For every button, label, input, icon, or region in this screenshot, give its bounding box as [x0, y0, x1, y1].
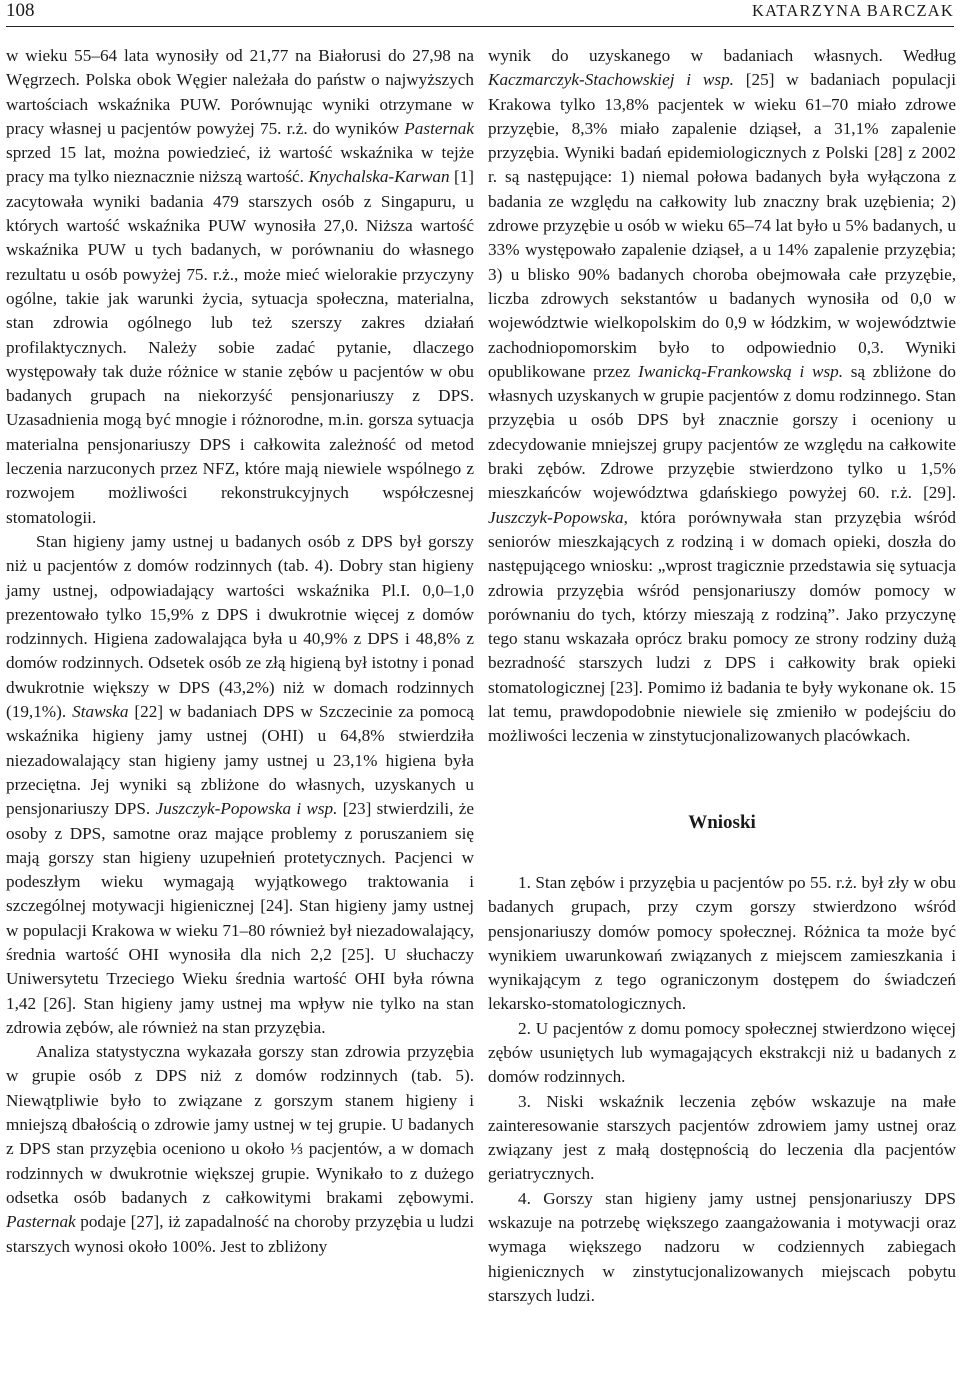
text-run: Stan higieny jamy ustnej u badanych osób z DPS był gorszy niż u pacjentów z domów rodzinnych (tab. 4). Dobry stan higieny jamy ustnej, odpowiadający wartości wskaźnika Pl.I. 0,0–1,0 prezentowało tylko 15,9% z DPS i dwukrotnie więcej z domów rodzinnych. Higiena zadowalająca była u 40,9% z DPS i 48,8% z domów rodzinnych. Odsetek osób ze złą higieną był istotny i ponad dwukrotnie większy w DPS (43,2%) niż w domach rodzinnych (19,1%). [6, 531, 474, 722]
text-run: w wieku 55–64 lata wynosiły od 21,77 na Białorusi do 27,98 na Węgrzech. Polska obok Węgier należała do państw o najwyższych wartościach wskaźnika PUW. Porównując wyniki otrzymane w pracy własnej u pacjentów powyżej 75. r.ż. do wyników [6, 46, 474, 138]
running-head-author: KATARZYNA BARCZAK [752, 1, 954, 20]
text-run: Analiza statystyczna wykazała gorszy stan zdrowia przyzębia w grupie osób z DPS niż z domów rodzinnych (tab. 5). Niewątpliwie było to związane z gorszym stanem higieny i mniejszą dbałością o zdrowie jamy ustnej w tej grupie. U badanych z DPS stan przyzębia oceniono u około ⅓ pacjentów, a w domach rodzinnych w dwukrotnie większej grupie. Wynikało to z dużego odsetka osób badanych z całkowitymi brakami zębowymi. [6, 1042, 474, 1207]
cited-author: Juszczyk-Popowska i wsp. [155, 799, 338, 819]
cited-author: Stawska [72, 702, 129, 722]
cited-author: Kaczmarczyk-Stachowskiej i wsp. [488, 70, 734, 90]
text-run: są zbliżone do własnych uzyskanych w grupie pacjentów z domu rodzinnego. Stan przyzębia u osób DPS był znacznie gorszy i oceniony u zdecydowanie mniejszej grupy pacjentów ze względu na całkowite braki zębów. Zdrowe przyzębie stwierdzono tylko u 1,5% mieszkańców województwa gdańskiego powyżej 60. r.ż. [29]. [488, 361, 956, 503]
section-heading: Wnioski [688, 811, 756, 833]
left-column [6, 44, 474, 1259]
conclusion-item-1: 1. Stan zębów i przyzębia u pacjentów po 55. r.ż. był zły w obu badanych grupach, przy czym gorszy stwierdzono wśród pensjonariuszy domów pomocy społecznej. Różnica ta może być wynikiem uwarunkowań związanych z miejscem zamieszkania i wynikającym z tego ograniczonym dostępem do świadczeń lekarsko-stomatologicznych. [488, 872, 956, 1014]
text-run: , która porównywała stan przyzębia wśród seniorów mieszkających z rodziną i w domach opieki, doszła do następującego wniosku: „wprost tragicznie przedstawia się sytuacja zdrowia przyzębia wśród pensjonariuszy domów pomocy w porównaniu do tych, którzy mieszają z rodziną”. Jako przyczynę tego stanu wskazała oprócz braku pomocy ze strony rodziny dużą bezradność starszych ludzi z DPS i całkowity brak opieki stomatologicznej [23]. Pomimo iż badania te były wykonane ok. 15 lat temu, prawdopodobnie niewiele się zmieniło w podejściu do możliwości leczenia w zinstytucjonalizowanych placówkach. [488, 507, 956, 746]
paragraph [6, 1040, 474, 1259]
conclusion-item-3: 3. Niski wskaźnik leczenia zębów wskazuje na małe zainteresowanie starszych pacjentów zdrowiem jamy ustnej oraz związany jest z małą dostępnością do leczenia dla pacjentów geriatrycznych. [488, 1091, 956, 1184]
text-run: [25] w badaniach populacji Krakowa tylko 13,8% pacjentek w wieku 61–70 miało zdrowe przyzębie, 8,3% miało zapalenie dziąseł, a 31,1% zapalenie przyzębia. Wyniki badań epidemiologicznych z Polski [28] z 2002 r. są następujące: 1) niemal połowa badanych była wyłączona z badania ze względu na całkowity lub znaczny brak uzębienia; 2) zdrowe przyzębie u osób w wieku 65–74 lat było u 5% badanych, u 33% występowało zapalenie dziąseł, a u 14% zapalenie przyzębia; 3) u blisko 90% badanych choroba obejmowała całe przyzębie, liczba zdrowych sekstantów u badanych wynosiła od 0,0 w województwie wielkopolskim do 0,9 w łódzkim, w województwie zachodniopomorskim było to odpowiednio 0,3. Wyniki opublikowane przez [488, 70, 956, 381]
cited-author: Pasternak [404, 118, 474, 138]
page-header [6, 0, 954, 27]
conclusion-item-2: 2. U pacjentów z domu pomocy społecznej stwierdzono więcej zębów usuniętych lub wymagających ekstrakcji niż u badanych z domów rodzinnych. [488, 1018, 956, 1087]
paragraph [6, 44, 474, 530]
cited-author: Pasternak [6, 1212, 76, 1232]
paragraph [6, 530, 474, 1040]
conclusion-item-4: 4. Gorszy stan higieny jamy ustnej pensjonariuszy DPS wskazuje na potrzebę większego zaangażowania i motywacji oraz wymaga większego nadzoru w codziennych zabiegach higienicznych w zinstytucjonalizowanych miejscach pobytu starszych ludzi. [488, 1188, 956, 1305]
page-number: 108 [6, 0, 35, 21]
text-run: podaje [27], iż zapadalność na choroby przyzębia u ludzi starszych wynosi około 100%. Jest to zbliżony [6, 1212, 474, 1256]
cited-author: Knychalska-Karwan [308, 167, 450, 187]
cited-author: Juszczyk-Popowska [488, 507, 624, 527]
text-run: wynik do uzyskanego w badaniach własnych. Według [488, 46, 956, 65]
text-run: [1] zacytowała wyniki badania 479 starszych osób z Singapuru, u których wartość wskaźnika PUW wynosiła 27,0. Niższa wartość wskaźnika PUW u tych badanych, w porównaniu do własnego rezultatu u osób powyżej 75. r.ż., może mieć wielorakie przyczyny ogólne, takie jak warunki życia, sytuacja społeczna, materialna, stan zdrowia ogólnego lub też szerszy zakres działań profilaktycznych. Należy sobie zadać pytanie, dlaczego występowały tak duże różnice w stanie zębów u pacjentów w obu badanych grupach na niekorzyść pensjonariuszy z DPS. Uzasadnienia mogą być mnogie i różnorodne, m.in. gorsza sytuacja materialna pensjonariuszy DPS i całkowita zależność od metod leczenia narzuconych przez NFZ, które mają niewiele wspólnego z rozwojem możliwości rekonstrukcyjnych współczesnej stomatologii. [6, 167, 475, 527]
paragraph [488, 44, 956, 749]
text-run: [22] w badaniach DPS w Szczecinie za pomocą wskaźnika higieny jamy ustnej (OHI) u 64,8% stwierdziła niezadowalający stan higieny jamy ustnej u 23,1% higiena była przeciętna. Jej wyniki są zbliżone do własnych, uzyskanych u pensjonariuszy DPS. [6, 702, 474, 819]
text-run: [23] stwierdzili, że osoby z DPS, samotne oraz mające problemy z poruszaniem się mają gorszy stan higieny uzupełnień protetycznych. Pacjenci w podeszłym wieku wymagają wyjątkowego traktowania i szczególnej motywacji higienicznej [24]. Stan higieny jamy ustnej w populacji Krakowa w wieku 71–80 również był niezadowalający, średnia wartość OHI wynosiła dla nich 2,2 [25]. U słuchaczy Uniwersytetu Trzeciego Wieku średnia wartość OHI była równa 1,42 [26]. Stan higieny jamy ustnej ma wpływ nie tylko na stan zdrowia zębów, ale również na stan przyzębia. [6, 799, 474, 1037]
right-column [488, 44, 956, 1308]
text-run: sprzed 15 lat, można powiedzieć, iż wartość wskaźnika w tejże pracy ma tylko nieznacznie niższą wartość. [6, 143, 474, 187]
cited-author: Iwanicką-Frankowską i wsp. [638, 361, 844, 381]
